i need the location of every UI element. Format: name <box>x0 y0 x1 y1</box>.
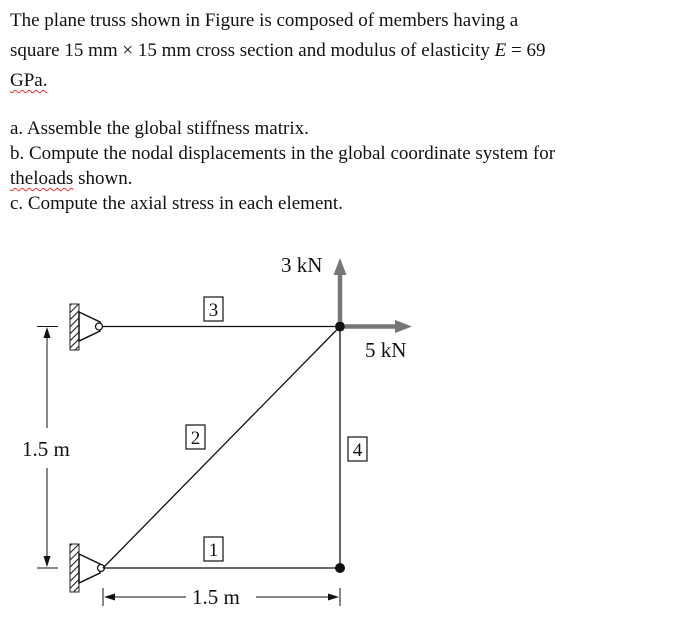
horizontal-load-arrow <box>345 320 412 333</box>
load-horizontal-label: 5 kN <box>365 338 407 362</box>
horizontal-dimension-label: 1.5 m <box>192 585 240 609</box>
unit-gpa: GPa. <box>10 70 48 91</box>
svg-text:3: 3 <box>208 300 219 321</box>
element-label-2 <box>186 425 205 449</box>
svg-text:4: 4 <box>352 440 363 461</box>
problem-line-1: The plane truss shown in Figure is composed of members having a <box>10 10 519 31</box>
modulus-variable: E <box>494 40 507 61</box>
equals-sign: = <box>510 40 522 61</box>
cross-section-prefix: square 15 mm <box>10 40 118 61</box>
part-b-shown: shown. <box>78 168 133 189</box>
vertical-dimension-label: 1.5 m <box>22 437 70 461</box>
vertical-load-arrow <box>334 258 347 322</box>
svg-text:2: 2 <box>190 428 201 449</box>
node-top-right <box>335 322 345 332</box>
top-wall-support <box>70 304 103 350</box>
load-vertical-label: 3 kN <box>281 253 323 277</box>
member-2 <box>103 327 340 569</box>
part-a: a. Assemble the global stiffness matrix. <box>10 118 309 139</box>
part-b-line-1: b. Compute the nodal displacements in the global coordinate system for <box>10 143 556 164</box>
element-label-4 <box>348 437 367 461</box>
node-bottom-right <box>335 563 345 573</box>
cross-section-suffix: 15 mm cross section and modulus of elasticity <box>137 40 490 61</box>
modulus-value: 69 <box>526 40 546 61</box>
element-label-3 <box>204 297 223 321</box>
part-b-theloads: theloads <box>10 168 74 189</box>
bottom-wall-support <box>70 544 105 592</box>
times-symbol: × <box>122 40 134 61</box>
svg-text:1: 1 <box>208 540 219 561</box>
element-label-1 <box>204 537 223 561</box>
part-c: c. Compute the axial stress in each element. <box>10 193 343 214</box>
